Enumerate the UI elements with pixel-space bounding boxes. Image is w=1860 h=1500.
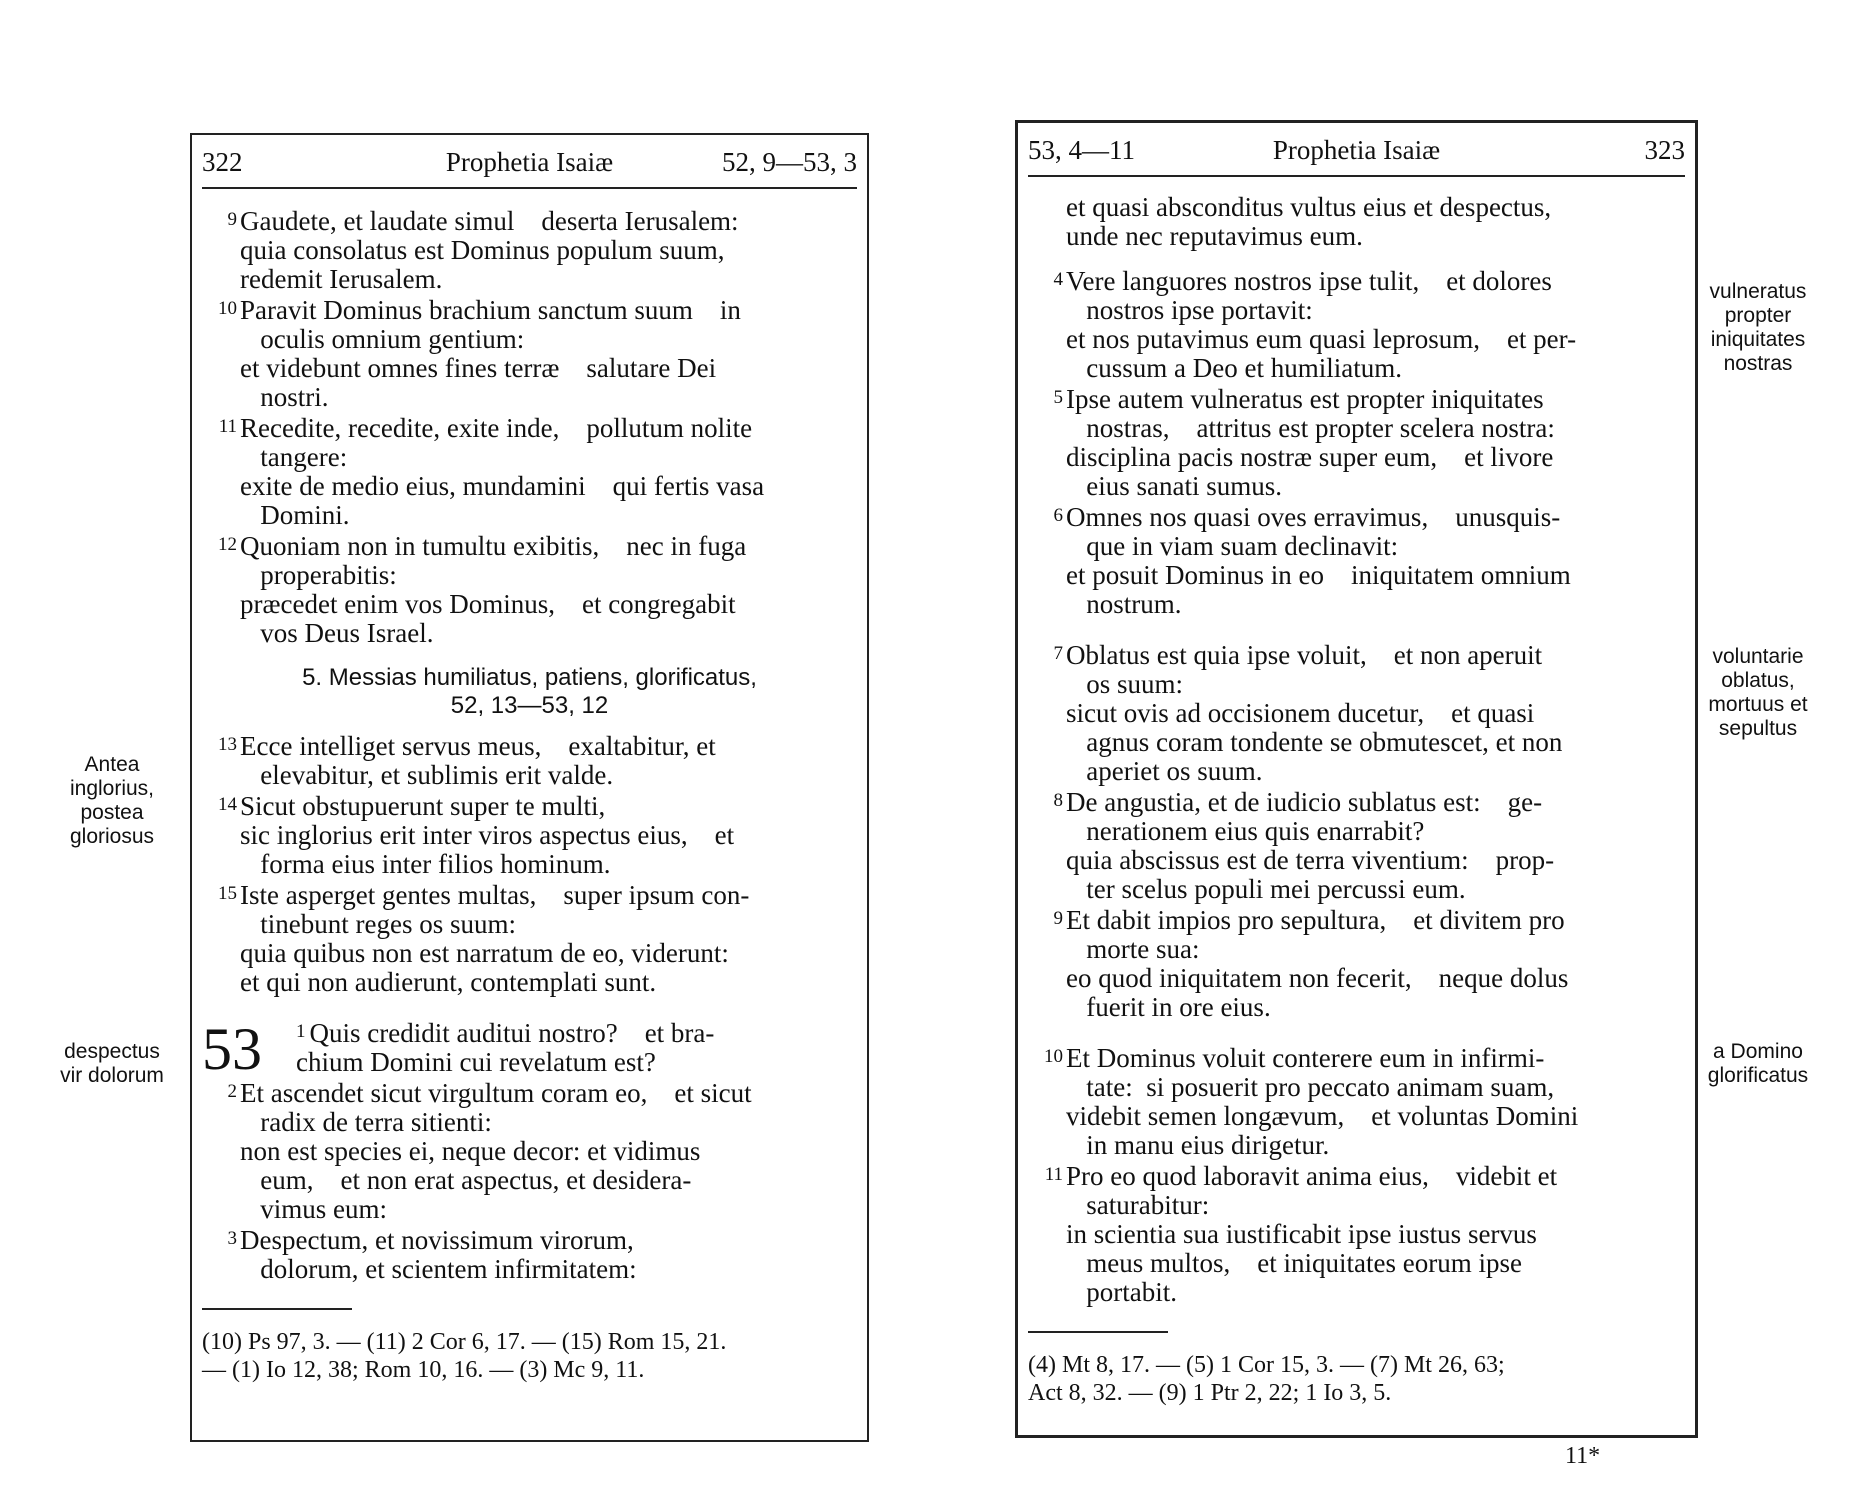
right-footnotes <box>1028 1351 1685 1407</box>
verse-text: os suum: <box>1066 669 1184 699</box>
section-reference: 52, 13—53, 12 <box>450 692 609 719</box>
left-footnotes <box>202 1328 857 1384</box>
right-text-block-d <box>1028 1042 1685 1307</box>
text-line <box>1028 1191 1685 1220</box>
verse-text: Et ascendet sicut virgultum coram eo, et sicut <box>240 1078 752 1108</box>
verse-text: unde nec reputavimus eum. <box>1066 221 1363 251</box>
margin-note: vulneratus propter iniquitates nostras <box>1709 280 1807 375</box>
verse-number: 12 <box>218 534 237 555</box>
text-line <box>202 1224 857 1255</box>
verse-text: eius sanati sumus. <box>1066 471 1282 501</box>
text-line <box>202 236 857 265</box>
verse-text: dolorum, et scientem infirmitatem: <box>240 1254 637 1284</box>
text-line <box>202 1166 857 1195</box>
text-line <box>1028 222 1685 251</box>
verse-text: forma eius inter filios hominum. <box>240 849 611 879</box>
text-line <box>202 354 857 383</box>
text-line <box>1028 1131 1685 1160</box>
margin-note: Antea inglorius, postea gloriosus <box>69 753 155 848</box>
verse-text: Vere languores nostros ipse tulit, et dolores <box>1066 266 1552 296</box>
verse-text: nostros ipse portavit: <box>1066 295 1313 325</box>
verse-text: sicut ovis ad occisionem ducetur, et quasi <box>1066 698 1535 728</box>
verse-text: nostrum. <box>1066 589 1182 619</box>
verse-text: et quasi absconditus vultus eius et despectus, <box>1066 192 1552 222</box>
verse-number: 7 <box>1053 643 1063 664</box>
verse-number: 10 <box>1044 1046 1063 1067</box>
verse-text: Ecce intelliget servus meus, exaltabitur, et <box>240 731 716 761</box>
text-line <box>202 530 857 561</box>
verse-number: 6 <box>1053 505 1063 526</box>
text-line <box>202 265 857 294</box>
verse-text: quia consolatus est Dominus populum suum, <box>240 235 725 265</box>
text-line <box>1028 1102 1685 1131</box>
text-line <box>1028 728 1685 757</box>
verse-text: portabit. <box>1066 1277 1177 1307</box>
text-line <box>1028 1220 1685 1249</box>
text-line <box>1028 1073 1685 1102</box>
text-line <box>202 294 857 325</box>
text-line <box>1028 1160 1685 1191</box>
text-line <box>202 730 857 761</box>
text-line <box>202 205 857 236</box>
verse-number: 2 <box>227 1081 237 1102</box>
verse-text: eum, et non erat aspectus, et desidera- <box>240 1165 692 1195</box>
footnote-line: (4) Mt 8, 17. — (5) 1 Cor 15, 3. — (7) Mt 26, 63; <box>1028 1352 1505 1378</box>
text-line <box>1028 472 1685 501</box>
verse-text: in scientia sua iustificabit ipse iustus servus <box>1066 1219 1537 1249</box>
text-line <box>202 619 857 648</box>
verse-text: morte sua: <box>1066 934 1200 964</box>
text-line <box>202 821 857 850</box>
verse-text: Pro eo quod laboravit anima eius, videbit et <box>1066 1161 1558 1191</box>
verse-number: 5 <box>1053 387 1063 408</box>
left-text-block-2 <box>202 730 857 997</box>
verse-text: ter scelus populi mei percussi eum. <box>1066 874 1466 904</box>
right-page-header <box>1028 123 1685 177</box>
verse-text: fuerit in ore eius. <box>1066 992 1271 1022</box>
text-line <box>202 561 857 590</box>
verse-number: 9 <box>227 209 237 230</box>
text-line <box>1028 296 1685 325</box>
verse-text: meus multos, et iniquitates eorum ipse <box>1066 1248 1522 1278</box>
text-line <box>1028 383 1685 414</box>
text-line <box>202 910 857 939</box>
verse-text: Ipse autem vulneratus est propter iniquitates <box>1066 384 1544 414</box>
verse-text: et videbunt omnes fines terræ salutare Dei <box>240 353 717 383</box>
text-line <box>202 383 857 412</box>
verse-text: tangere: <box>240 442 348 472</box>
text-line <box>296 1017 857 1048</box>
verse-text: præcedet enim vos Dominus, et congregabit <box>240 589 736 619</box>
verse-text: non est species ei, neque decor: et vidimus <box>240 1136 701 1166</box>
text-line <box>202 1077 857 1108</box>
section-title <box>202 664 857 720</box>
margin-note: voluntarie oblatus, mortuus et sepultus <box>1708 645 1808 740</box>
footnote-line: Act 8, 32. — (9) 1 Ptr 2, 22; 1 Io 3, 5. <box>1028 1380 1392 1406</box>
text-line <box>1028 817 1685 846</box>
margin-note: a Domino glorificatus <box>1707 1040 1809 1087</box>
text-line <box>1028 501 1685 532</box>
text-line <box>1028 1249 1685 1278</box>
page-number: 323 <box>1644 135 1685 165</box>
footnote-line: (10) Ps 97, 3. — (11) 2 Cor 6, 17. — (15) Rom 15, 21. <box>202 1329 727 1355</box>
text-line <box>1028 786 1685 817</box>
verse-text: De angustia, et de iudicio sublatus est: ge- <box>1066 787 1543 817</box>
text-line <box>1028 639 1685 670</box>
chapter-start <box>202 1016 857 1082</box>
text-line <box>202 879 857 910</box>
verse-text: sic inglorius erit inter viros aspectus eius, et <box>240 820 735 850</box>
verse-text: Et Dominus voluit conterere eum in infirmi- <box>1066 1043 1545 1073</box>
text-line <box>1028 590 1685 619</box>
footnote-rule <box>1028 1331 1168 1333</box>
verse-text: quia abscissus est de terra viventium: prop- <box>1066 845 1555 875</box>
text-line <box>202 761 857 790</box>
verse-text: radix de terra sitienti: <box>240 1107 492 1137</box>
verse-text: quia quibus non est narratum de eo, viderunt: <box>240 938 729 968</box>
left-page <box>190 133 869 1442</box>
verse-text: et posuit Dominus in eo iniquitatem omnium <box>1066 560 1571 590</box>
verse-text: redemit Ierusalem. <box>240 264 443 294</box>
verse-text: chium Domini cui revelatum est? <box>296 1047 656 1077</box>
text-line <box>202 1137 857 1166</box>
left-text-block-1 <box>202 205 857 648</box>
right-text-block-a <box>1028 193 1685 251</box>
text-line <box>1028 699 1685 728</box>
text-line <box>1028 964 1685 993</box>
text-line <box>202 790 857 821</box>
verse-text: Omnes nos quasi oves erravimus, unusquis- <box>1066 502 1561 532</box>
verse-text: oculis omnium gentium: <box>240 324 525 354</box>
verse-number: 4 <box>1053 269 1063 290</box>
left-text-block-3 <box>202 1077 857 1284</box>
verse-text: in manu eius dirigetur. <box>1066 1130 1330 1160</box>
verse-text: aperiet os suum. <box>1066 756 1263 786</box>
text-line <box>1028 846 1685 875</box>
text-line <box>1028 414 1685 443</box>
right-text-block-c <box>1028 639 1685 1022</box>
text-line <box>1028 757 1685 786</box>
text-line <box>202 1195 857 1224</box>
verse-text: et nos putavimus eum quasi leprosum, et per- <box>1066 324 1577 354</box>
text-line <box>202 472 857 501</box>
text-line <box>202 939 857 968</box>
text-line <box>202 443 857 472</box>
verse-text: elevabitur, et sublimis erit valde. <box>240 760 614 790</box>
verse-text: saturabitur: <box>1066 1190 1210 1220</box>
verse-text: exite de medio eius, mundamini qui fertis vasa <box>240 471 765 501</box>
verse-text: nostri. <box>240 382 329 412</box>
verse-text: videbit semen longævum, et voluntas Domini <box>1066 1101 1579 1131</box>
verse-number: 11 <box>1044 1164 1063 1185</box>
verse-text: Sicut obstupuerunt super te multi, <box>240 791 606 821</box>
text-line <box>202 501 857 530</box>
verse-text: disciplina pacis nostræ super eum, et livore <box>1066 442 1554 472</box>
signature-mark: 11* <box>1565 1443 1601 1469</box>
footnote-rule <box>202 1308 352 1310</box>
verse-text: Paravit Dominus brachium sanctum suum in <box>240 295 741 325</box>
verse-text: tate: si posuerit pro peccato animam suam, <box>1066 1072 1555 1102</box>
verse-number: 8 <box>1053 790 1063 811</box>
verse-text: agnus coram tondente se obmutescet, et non <box>1066 727 1563 757</box>
page-number: 322 <box>202 147 243 177</box>
text-line <box>202 850 857 879</box>
verse-text: Et dabit impios pro sepultura, et divitem pro <box>1066 905 1565 935</box>
text-line <box>1028 993 1685 1022</box>
verse-text: Quis credidit auditui nostro? et bra- <box>309 1018 715 1048</box>
text-line <box>202 1255 857 1284</box>
verse-number: 13 <box>218 734 237 755</box>
text-line <box>1028 443 1685 472</box>
verse-text: tinebunt reges os suum: <box>240 909 516 939</box>
chapter-number: 53 <box>202 1016 262 1082</box>
verse-number: 15 <box>218 883 237 904</box>
running-title: Prophetia Isaiæ <box>1272 135 1441 165</box>
verse-text: Gaudete, et laudate simul deserta Ierusalem: <box>240 206 739 236</box>
verse-number: 14 <box>218 794 237 815</box>
verse-text: que in viam suam declinavit: <box>1066 531 1399 561</box>
text-line <box>1028 1042 1685 1073</box>
verse-text: et qui non audierunt, contemplati sunt. <box>240 967 657 997</box>
text-line <box>296 1048 857 1077</box>
verse-text: Quoniam non in tumultu exibitis, nec in fuga <box>240 531 747 561</box>
text-line <box>202 412 857 443</box>
header-reference: 53, 4—11 <box>1028 135 1135 165</box>
running-title: Prophetia Isaiæ <box>445 147 614 177</box>
verse-text: vimus eum: <box>240 1194 387 1224</box>
chapter-first-verse <box>202 1016 857 1082</box>
verse-text: cussum a Deo et humiliatum. <box>1066 353 1402 383</box>
verse-number: 11 <box>218 416 237 437</box>
text-line <box>1028 193 1685 222</box>
text-line <box>1028 875 1685 904</box>
verse-text: Recedite, recedite, exite inde, pollutum nolite <box>240 413 753 443</box>
verse-text: Despectum, et novissimum virorum, <box>240 1225 634 1255</box>
text-line <box>1028 265 1685 296</box>
verse-number: 10 <box>218 298 237 319</box>
text-line <box>202 968 857 997</box>
text-line <box>202 325 857 354</box>
left-page-header <box>202 135 857 189</box>
verse-number: 1 <box>296 1021 306 1042</box>
right-page <box>1015 120 1698 1438</box>
text-line <box>1028 670 1685 699</box>
verse-text: nostras, attritus est propter scelera nostra: <box>1066 413 1555 443</box>
verse-text: properabitis: <box>240 560 397 590</box>
text-line <box>1028 561 1685 590</box>
right-text-block-b <box>1028 265 1685 619</box>
text-line <box>1028 532 1685 561</box>
text-line <box>202 590 857 619</box>
margin-note: despectus vir dolorum <box>60 1040 164 1087</box>
text-line <box>1028 935 1685 964</box>
text-line <box>1028 325 1685 354</box>
verse-text: Domini. <box>240 500 350 530</box>
verse-text: Iste asperget gentes multas, super ipsum con- <box>240 880 750 910</box>
text-line <box>1028 354 1685 383</box>
verse-text: vos Deus Israel. <box>240 618 434 648</box>
text-line <box>1028 1278 1685 1307</box>
verse-number: 3 <box>227 1228 237 1249</box>
verse-text: nerationem eius quis enarrabit? <box>1066 816 1425 846</box>
verse-text: eo quod iniquitatem non fecerit, neque dolus <box>1066 963 1569 993</box>
text-line <box>202 1108 857 1137</box>
section-title-text: 5. Messias humiliatus, patiens, glorificatus, <box>302 664 757 691</box>
text-line <box>1028 904 1685 935</box>
verse-number: 9 <box>1053 908 1063 929</box>
footnote-line: — (1) Io 12, 38; Rom 10, 16. — (3) Mc 9, 11. <box>202 1357 645 1383</box>
header-reference: 52, 9—53, 3 <box>722 147 857 177</box>
verse-text: Oblatus est quia ipse voluit, et non aperuit <box>1066 640 1543 670</box>
